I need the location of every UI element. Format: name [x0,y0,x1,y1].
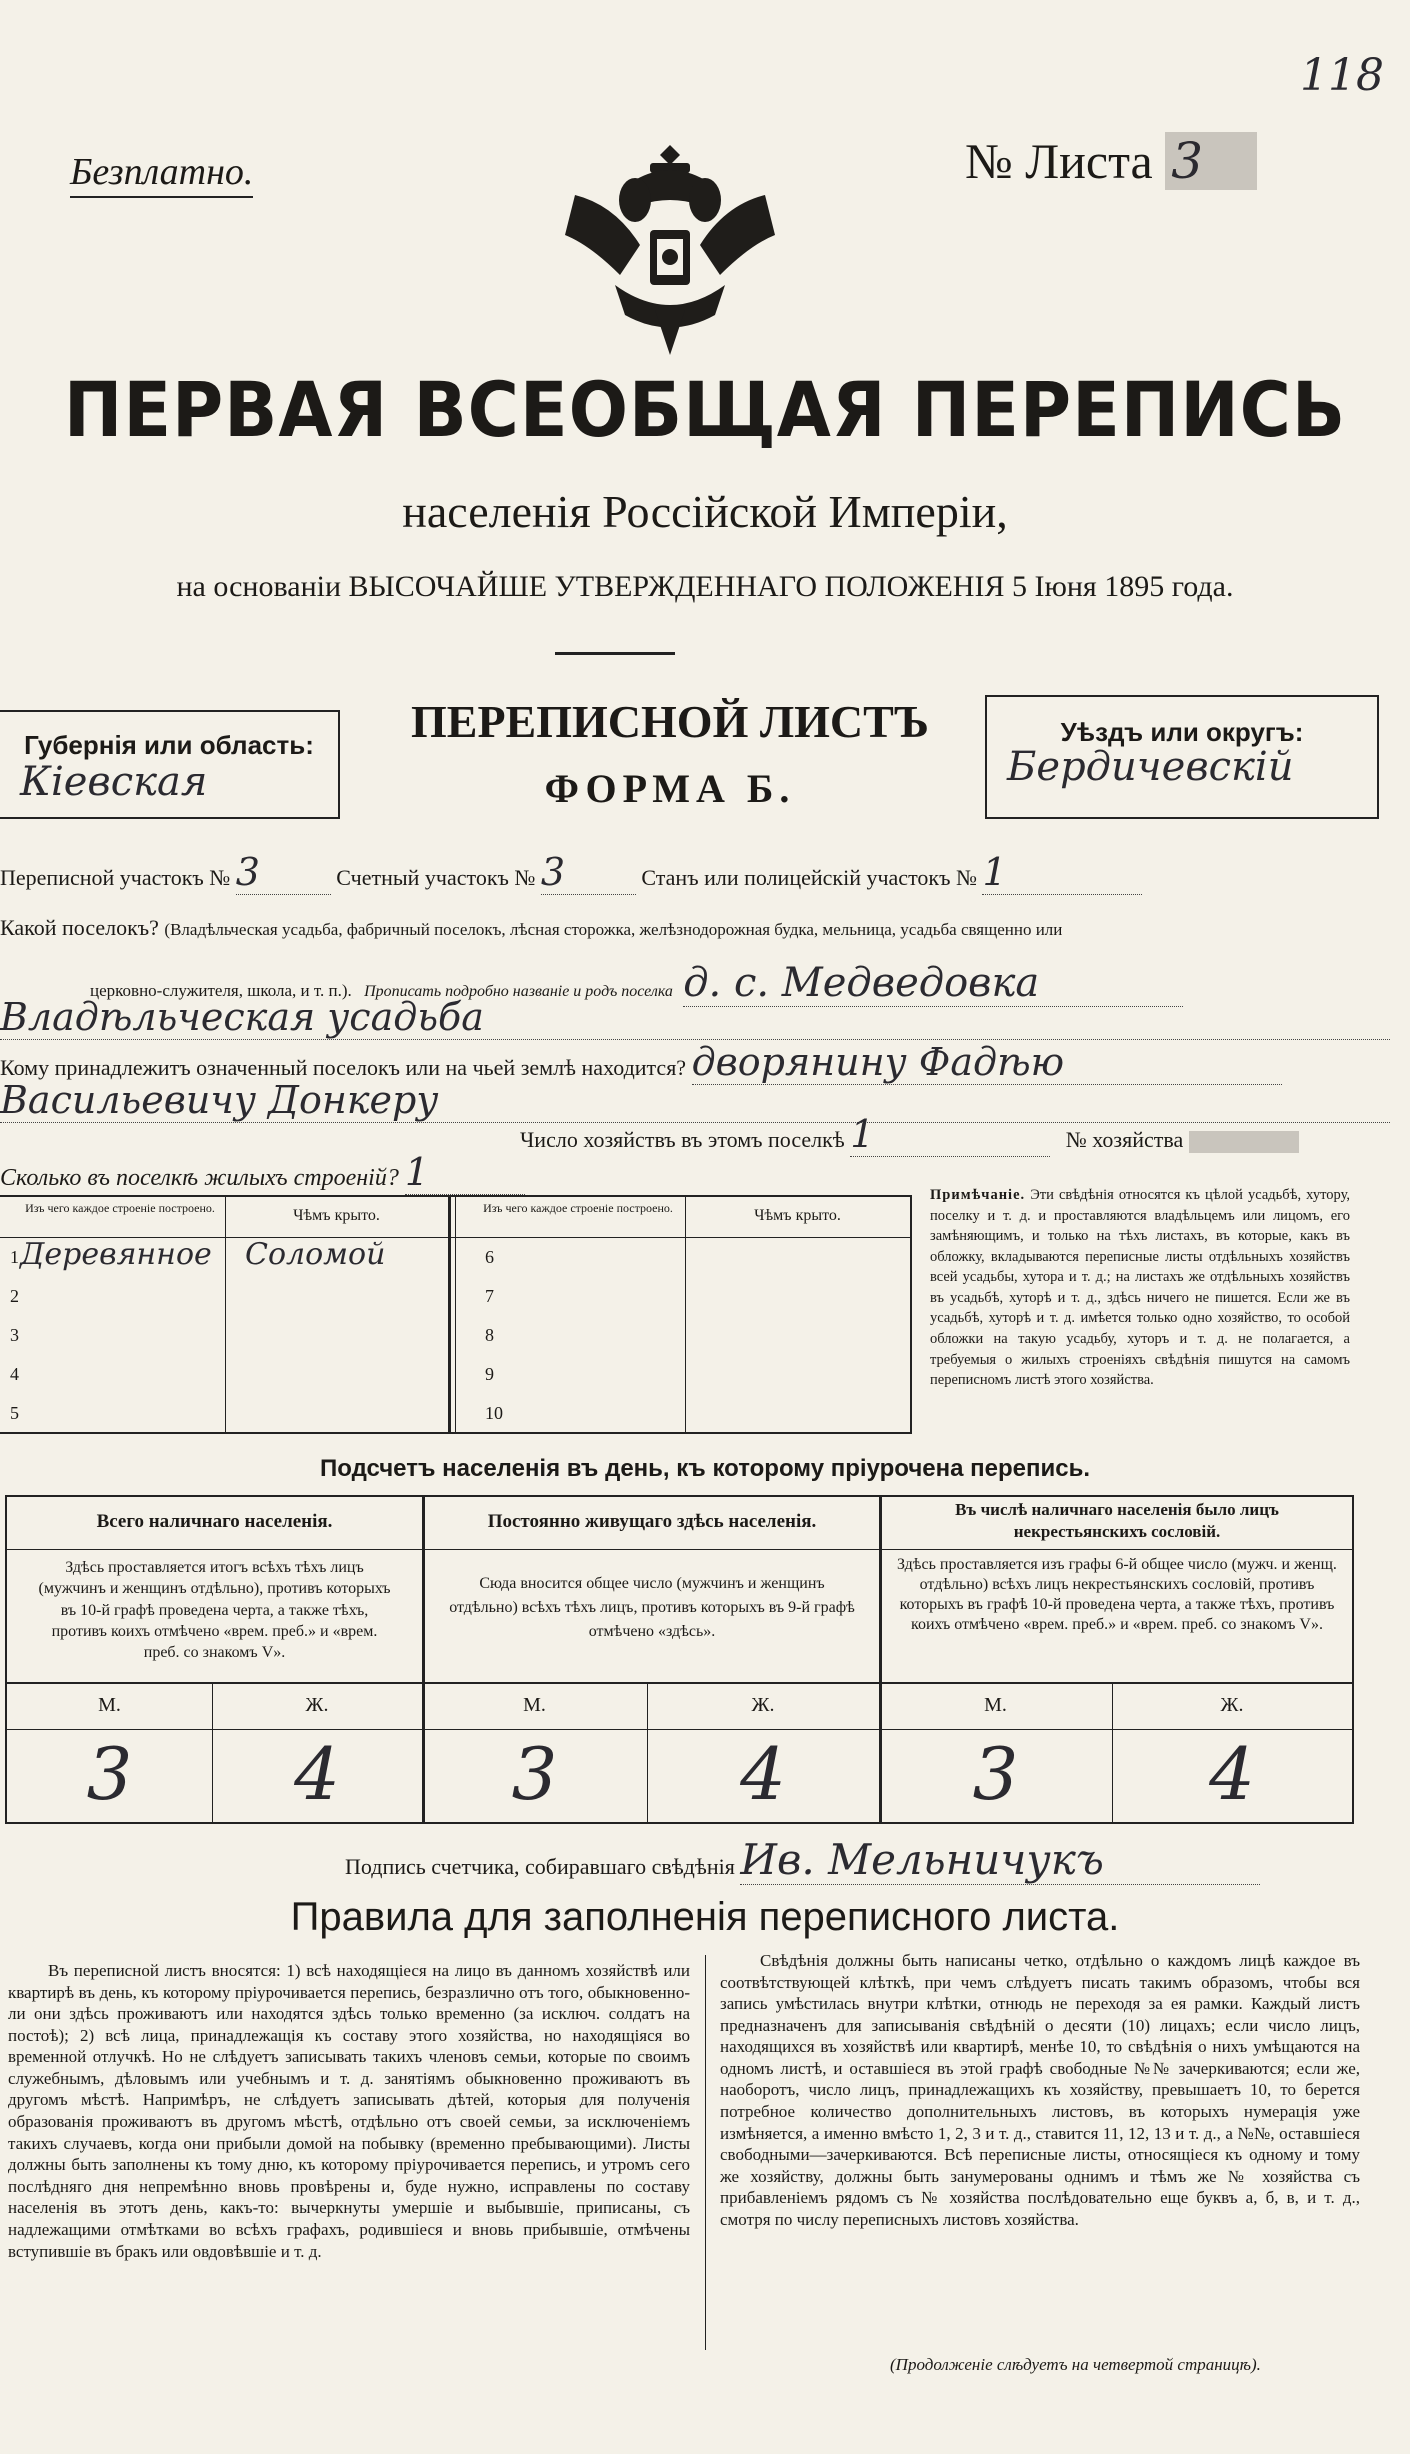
gubernia-box [0,710,340,819]
table-row [455,1393,910,1432]
table-row [0,1393,448,1432]
settlement-row [0,915,1400,941]
households-label: Число хозяйствъ въ этомъ поселкѣ [520,1127,845,1152]
row-number: 9 [485,1364,494,1384]
rules-left-column: Въ переписной листъ вносятся: 1) всѣ находящіеся на лицо въ данномъ хозяйствѣ или квартирѣ въ день, къ которому пріурочивается перепись, безразлично отъ того, обыкновенно-ли они здѣсь проживаютъ или находятся здѣсь только временно (за исключ. солдатъ на постоѣ); 2) всѣ лица, принадлежащія къ составу этого хозяйства, но находящіяся во временной отлучкѣ. Но не слѣдуетъ записывать такихъ членовъ семьи, которые по своимъ служебнымъ, дѣловымъ или учебнымъ и т. д. занятіямъ обыкновенно проживаютъ въ другомъ мѣстѣ. Напримѣръ, не слѣдуетъ записывать дѣтей, которыя для полученія образованія проживаютъ въ другомъ мѣстѣ, отдѣльно отъ своей семьи, за исключеніемъ такихъ случаевъ, когда они прибыли домой на побывку (временно пребывающими). Листы должны быть заполнены къ тому дню, къ которому пріурочивается перепись, и утромъ сего послѣдняго дня непремѣнно вновь провѣрены и, буде нужно, исправлены по составу населенія въ этотъ день, какъ-то: вычеркнуты умершіе и выбывшіе, приписаны, съ надлежащими отмѣтками во всѣхъ графахъ, родившіеся и вновь прибывшіе, отмѣчены вступившіе въ бракъ или овдовѣвшіе и т. д. [8,1961,690,2261]
settlement-label: Какой поселокъ? [0,915,159,940]
settlement-value-2: Владѣльческая усадьба [0,995,1390,1040]
table-row [455,1276,910,1315]
count-col1-desc: Здѣсь проставляется итогъ всѣхъ тѣхъ лицъ (мужчинъ и женщинъ отдѣльно), противъ которыхъ въ 10-й графѣ проведена черта, а также тѣхъ, противъ коихъ отмѣчено «врем. преб.» и «врем. преб. со знакомъ V». [38,1559,391,1662]
households-value: 1 [850,1112,1050,1157]
buildings-table [0,1195,912,1434]
gubernia-value: Кіевская [20,759,208,805]
free-label: Безплатно. [70,150,253,198]
signature-row [345,1835,1385,1885]
buildings-left-rows [0,1237,448,1432]
table-row [0,1237,448,1276]
table-row [0,1315,448,1354]
household-number-value [1189,1131,1299,1153]
count-col1-title: Всего наличнаго населенія. [96,1511,333,1532]
table-row [0,1354,448,1393]
row-number: 2 [10,1286,19,1306]
count-district-value: 3 [541,850,636,895]
settlement-hint-2: церковно-служителя, школа, и т. п.). [90,981,352,1000]
sheet-number-value: 3 [1165,132,1257,190]
col-material-header-2: Изъ чего каждое строеніе построено. [483,1201,673,1215]
table-row [455,1237,910,1276]
uezd-value: Бердичевскій [1007,744,1294,790]
count-col1-m-value: 3 [86,1732,133,1816]
stan-value: 1 [982,850,1142,895]
count-col2-title: Постоянно живущаго здѣсь населенія. [487,1511,817,1532]
rules-right-column: Свѣдѣнія должны быть написаны четко, отдѣльно о каждомъ лицѣ каждое въ соотвѣтствующей клѣткѣ, при чемъ слѣдуетъ писать такимъ образомъ, чтобы вся запись умѣстилась внутри клѣтки, отнюдь не переходя за ея рамки. Каждый листъ предназначенъ для записыванія свѣдѣній о десяти (10) лицахъ; если число лицъ, находящихся въ хозяйствѣ или квартирѣ, менѣе 10, то свѣдѣнія о нихъ умѣщаются на одномъ листѣ, и оставшіеся въ этой графѣ свободные №№ зачеркиваются; если же, наоборотъ, число лицъ, принадлежащихъ къ хозяйству, превышаетъ 10, то берется потребное количество дополнительныхъ листовъ, въ которыхъ нумерація уже измѣняется, а именно вмѣсто 1, 2, 3 и т. д., ставится 11, 12, 13 и т. д., а №№, оставшіеся свободными—зачеркиваются. Всѣ переписные листы, относящіеся къ одному и тому же хозяйству, должны быть занумерованы однимъ и тѣмъ же № хозяйства съ прибавленіемъ рядомъ съ № хозяйства послѣдовательно еще буквъ а, б, в, и т. д., смотря по числу переписныхъ листовъ хозяйства. [720,1951,1360,2229]
count-col1-m-label: М. [98,1694,121,1716]
rules-divider [705,1955,706,2350]
uezd-label: Уѣздъ или округъ: [1060,717,1304,747]
col-roof-header-2: Чѣмъ крыто. [754,1207,841,1224]
table-row [455,1315,910,1354]
rules-title: Правила для заполненія переписного листа. [290,1895,1120,1939]
form-name: ПЕРЕПИСНОЙ ЛИСТЪ [410,696,930,747]
signature-label: Подпись счетчика, собиравшаго свѣдѣнія [345,1854,735,1879]
owner-value-2: Васильевичу Донкеру [0,1078,1390,1123]
count-col3-f-value: 4 [1209,1732,1255,1816]
page-basis: на основаніи ВЫСОЧАЙШЕ УТВЕРЖДЕННАГО ПОЛОЖЕНІЯ 5 Іюня 1895 года. [176,570,1234,603]
page-subtitle: населенія Россійской Имперіи, [402,486,1008,537]
row-roof: Соломой [245,1237,386,1272]
buildings-value: 1 [405,1150,525,1195]
household-number-label: № хозяйства [1065,1127,1184,1152]
count-col2-m-value: 3 [511,1732,558,1816]
row-number: 5 [10,1403,19,1423]
archive-number: 118 [1300,50,1384,101]
census-district-label: Переписной участокъ № [0,865,231,890]
count-col2-desc: Сюда вносится общее число (мужчинъ и женщинъ отдѣльно) всѣхъ тѣхъ лицъ, противъ которыхъ въ 9-й графѣ отмѣчено «здѣсь». [449,1575,855,1640]
rules-continued: (Продолженіе слѣдуетъ на четвертой страницѣ). [890,2355,1261,2374]
districts-row [0,850,1410,895]
col-material-header: Изъ чего каждое строеніе построено. [25,1201,215,1215]
table-row [455,1354,910,1393]
count-col2-f-label: Ж. [751,1694,775,1716]
count-col2-m-label: М. [523,1694,546,1716]
note [930,1185,1350,1391]
count-heading: Подсчетъ населенія въ день, къ которому пріурочена перепись. [320,1455,1090,1482]
count-col1-f-value: 4 [294,1732,340,1816]
row-material: Деревянное [20,1237,212,1272]
settlement-hint: (Владѣльческая усадьба, фабричный поселокъ, лѣсная сторожка, желѣзнодорожная будка, мельница, усадьба священно или [164,920,1063,939]
buildings-row [0,1150,900,1195]
census-district-value: 3 [236,850,331,895]
count-col3-m-label: М. [984,1694,1007,1716]
count-table [5,1495,1354,1824]
count-col1-f-label: Ж. [305,1694,329,1716]
count-col2-f-value: 4 [740,1732,786,1816]
row-number: 7 [485,1286,494,1306]
row-number: 3 [10,1325,19,1345]
owner-label: Кому принадлежитъ означенный поселокъ или на чьей землѣ находится? [0,1055,687,1080]
owner-value: дворянину Фадѣю [692,1040,1282,1085]
count-col3-desc: Здѣсь проставляется изъ графы 6-й общее число (мужч. и женщ. отдѣльно) всѣхъ лицъ некрестьянскихъ сословій, противъ которыхъ въ графѣ 10-й проведена черта, а также тѣхъ, противъ коихъ отмѣчено «врем. преб.» и «врем. преб. со знакомъ V». [897,1556,1337,1633]
count-col3-title: Въ числѣ наличнаго населенія было лицъ некрестьянскихъ сословій. [955,1500,1279,1542]
gubernia-label: Губернія или область: [24,730,314,760]
stan-label: Станъ или полицейскій участокъ № [641,865,977,890]
sheet-number-label: № Листа [965,133,1153,189]
count-col3-f-label: Ж. [1220,1694,1244,1716]
uezd-box [985,695,1379,819]
row-number: 6 [485,1247,494,1267]
signature-value: Ив. Мельничукъ [740,1835,1260,1885]
settlement-instruction: Прописать подробно названіе и родъ поселка [364,983,673,1000]
buildings-right-rows [455,1237,910,1432]
row-number: 1 [10,1247,19,1267]
note-text: Эти свѣдѣнія относятся къ цѣлой усадьбѣ, хутору, поселку и т. д. и проставляются владѣльцемъ или лицомъ, его замѣняющимъ, и только на тѣхъ листахъ, въ которые, какъ въ обложку, вкладываются переписные листы отдѣльныхъ хозяйствъ всей усадьбы, хутора и т. д.; на листахъ же отдѣльныхъ хозяйствъ въ усадьбѣ, хуторѣ и т. д., здѣсь ничего не пишется. Если же въ усадьбѣ, хуторѣ и т. д. имѣется только одно хозяйство, то особой обложки на такую усадьбу, хуторъ и т. д. не полагается, а требуемыя о жилыхъ строеніяхъ свѣдѣнія пишутся на самомъ переписномъ листѣ этого хозяйства. [930,1187,1351,1389]
title-divider [555,652,675,655]
page-title: ПЕРВАЯ ВСЕОБЩАЯ ПЕРЕПИСЬ [63,365,1347,454]
count-col3-m-value: 3 [972,1732,1019,1816]
form-type: ФОРМА Б. [544,766,796,811]
row-number: 4 [10,1364,19,1384]
buildings-label: Сколько въ поселкѣ жилыхъ строеній? [0,1165,399,1191]
table-row [0,1276,448,1315]
col-roof-header: Чѣмъ крыто. [293,1207,380,1224]
sheet-number [965,132,1257,190]
row-number: 8 [485,1325,494,1345]
row-number: 10 [485,1403,503,1423]
note-title: Примѣчаніе. [930,1187,1026,1203]
count-district-label: Счетный участокъ № [336,865,536,890]
coat-of-arms-icon [555,135,785,370]
settlement-value: д. с. Медведовка [683,960,1183,1007]
